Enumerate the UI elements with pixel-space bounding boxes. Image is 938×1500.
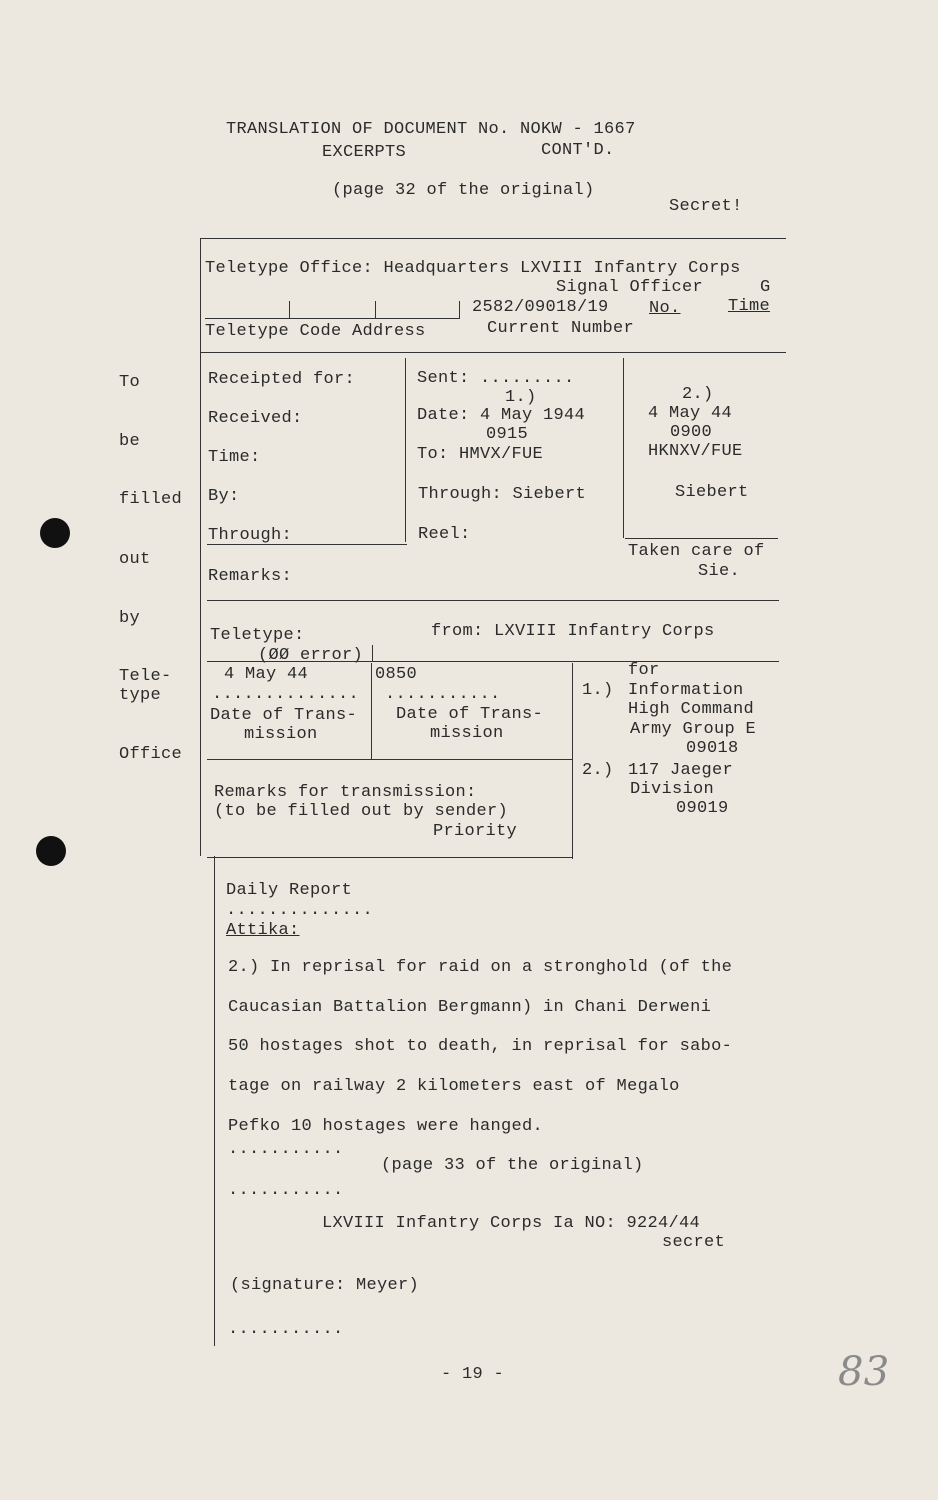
for-division: Division: [630, 780, 715, 799]
taken-care-of: Taken care of: [628, 542, 765, 561]
sent-date: Date: 4 May 1944: [417, 406, 586, 425]
secret-lowercase: secret: [662, 1233, 726, 1252]
sent2-number: 2.): [682, 385, 714, 404]
date-of-trans-1: Date of Trans-: [210, 706, 358, 725]
signature-line: (signature: Meyer): [230, 1276, 420, 1295]
side-note-office: Office: [119, 745, 183, 764]
date-box-divider: [371, 663, 372, 759]
side-note-type: type: [119, 686, 162, 705]
code-address-label: Teletype Code Address: [205, 322, 426, 341]
side-note-by: by: [119, 609, 141, 628]
corps-reference: LXVIII Infantry Corps Ia NO: 9224/44: [322, 1214, 701, 1233]
current-number: 2582/09018/19: [472, 298, 609, 317]
for-label: for: [628, 661, 660, 680]
code-box-tick-1: [289, 301, 290, 318]
punch-hole-top: [40, 518, 70, 548]
code-address-rule: [205, 318, 460, 319]
teletype-label: Teletype:: [210, 626, 305, 645]
contd-label: CONT'D.: [541, 141, 615, 160]
receipt-divider: [405, 358, 406, 542]
punch-hole-bottom: [36, 836, 66, 866]
attika-heading: Attika:: [226, 921, 300, 940]
body-left-border: [214, 856, 215, 1346]
for-number-1: 1.): [582, 681, 614, 700]
body-line-2: Caucasian Battalion Bergmann) in Chani Derweni: [228, 998, 712, 1017]
for-information: Information: [628, 681, 744, 700]
receipt-bottom-rule: [207, 600, 779, 601]
body-line-4: tage on railway 2 kilometers east of Megalo: [228, 1077, 680, 1096]
teletype-office-line: Teletype Office: Headquarters LXVIII Infantry Corps: [205, 259, 741, 278]
teletype-rule: [207, 661, 779, 662]
sent-label: Sent: .........: [417, 369, 575, 388]
for-column-divider: [572, 663, 573, 859]
error-bracket: [372, 645, 373, 662]
side-note-tele: Tele-: [119, 667, 172, 686]
page-number: - 19 -: [441, 1365, 505, 1384]
signal-g: G: [760, 278, 771, 297]
secret-label: Secret!: [669, 197, 743, 216]
sent-to: To: HMVX/FUE: [417, 445, 544, 464]
error-note: (ØØ error): [258, 646, 364, 665]
sent-number-1: 1.): [505, 388, 537, 407]
date-of-trans-2: Date of Trans-: [396, 705, 544, 724]
dots-row-2: ...........: [385, 685, 501, 704]
current-number-label: Current Number: [487, 319, 635, 338]
body-line-5: Pefko 10 hostages were hanged.: [228, 1117, 544, 1136]
taken-care-rule: [625, 538, 778, 539]
no-label: No.: [649, 299, 681, 318]
handwritten-folio-number: 83: [838, 1349, 890, 1395]
remarks-box-bottom: [207, 857, 573, 858]
sent2-date: 4 May 44: [648, 404, 733, 423]
receipted-for-label: Receipted for:: [208, 370, 356, 389]
side-note-filled: filled: [119, 490, 183, 509]
body-line-1: 2.) In reprisal for raid on a stronghold (of the: [228, 958, 733, 977]
for-army-group: Army Group E: [630, 720, 757, 739]
side-note-to: To: [119, 373, 141, 392]
by-label: By:: [208, 487, 240, 506]
code-box-tick-3: [459, 301, 460, 318]
for-jaeger: 117 Jaeger: [628, 761, 734, 780]
body-line-3: 50 hostages shot to death, in reprisal for sabo-: [228, 1037, 733, 1056]
through-label: Through:: [208, 526, 293, 545]
dots-separator-4: ...........: [228, 1320, 344, 1339]
dots-row-1: ..............: [212, 685, 360, 704]
for-high-command: High Command: [628, 700, 755, 719]
reel-label: Reel:: [418, 525, 471, 544]
sent-through: Through: Siebert: [418, 485, 587, 504]
priority-label: Priority: [433, 822, 518, 841]
side-note-out: out: [119, 550, 151, 569]
dots-separator-2: ...........: [228, 1140, 344, 1159]
filled-by-sender: (to be filled out by sender): [214, 802, 509, 821]
remarks-for-transmission: Remarks for transmission:: [214, 783, 477, 802]
sent-divider: [623, 358, 624, 538]
office-bottom-rule: [200, 352, 786, 353]
teletype-date: 4 May 44: [224, 665, 309, 684]
side-note-be: be: [119, 432, 141, 451]
sent2-time: 0900: [670, 423, 713, 442]
sent2-through: Siebert: [675, 483, 749, 502]
daily-report: Daily Report: [226, 881, 353, 900]
document-title: TRANSLATION OF DOCUMENT No. NOKW - 1667: [226, 120, 636, 139]
for-code-1: 09018: [686, 739, 739, 758]
signal-officer: Signal Officer: [556, 278, 704, 297]
for-number-2: 2.): [582, 761, 614, 780]
dots-separator-1: ..............: [226, 901, 374, 920]
from-corps: from: LXVIII Infantry Corps: [431, 622, 715, 641]
for-code-2: 09019: [676, 799, 729, 818]
remarks-label: Remarks:: [208, 567, 293, 586]
sent2-to: HKNXV/FUE: [648, 442, 743, 461]
taken-care-sie: Sie.: [698, 562, 741, 581]
time-label: Time: [728, 297, 771, 316]
form-left-border: [200, 238, 201, 856]
sent-time: 0915: [486, 425, 529, 444]
received-label: Received:: [208, 409, 303, 428]
form-top-rule: [200, 238, 786, 239]
teletype-time: 0850: [375, 665, 418, 684]
dots-separator-3: ...........: [228, 1181, 344, 1200]
mission-2: mission: [430, 724, 504, 743]
code-box-tick-2: [375, 301, 376, 318]
page-reference: (page 32 of the original): [332, 181, 595, 200]
remarks-box-top: [207, 759, 573, 760]
mission-1: mission: [244, 725, 318, 744]
page-33-reference: (page 33 of the original): [381, 1156, 644, 1175]
excerpts-label: EXCERPTS: [322, 143, 407, 162]
time-field-label: Time:: [208, 448, 261, 467]
